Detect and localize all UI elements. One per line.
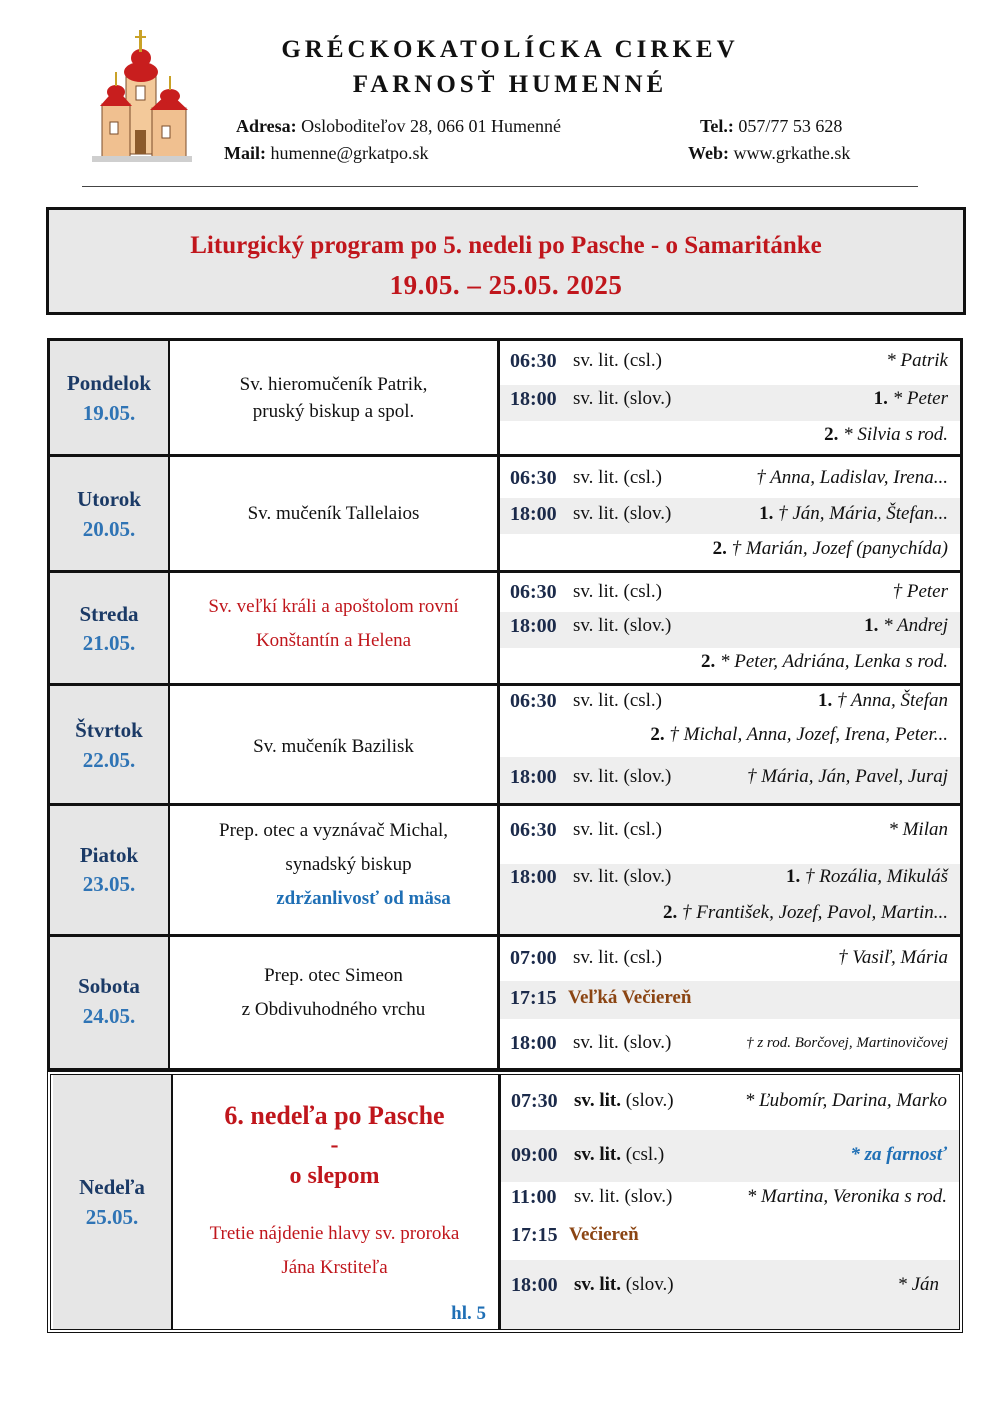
service-desc: sv. lit. (slov.) xyxy=(574,1186,673,1207)
services-cell xyxy=(500,937,960,1068)
fasting-note: zdržanlivosť od mäsa xyxy=(276,888,451,909)
sunday-dash: - xyxy=(330,1132,339,1158)
feast-line: Prep. otec Simeon xyxy=(264,965,403,986)
feast-line: Tretie nájdenie hlavy sv. proroka xyxy=(209,1223,460,1244)
service-line xyxy=(500,421,960,454)
service-desc: Veľká Večiereň xyxy=(568,987,692,1008)
services-cell xyxy=(501,1075,959,1329)
service-desc: sv. lit. (slov.) xyxy=(573,503,672,524)
feast-line: Sv. veľkí králi a apoštolom rovní xyxy=(208,596,459,617)
service-desc: sv. lit. (slov.) xyxy=(573,866,672,887)
day-name: Utorok xyxy=(77,487,141,511)
day-name: Nedeľa xyxy=(79,1175,145,1199)
service-desc-bold: sv. lit. xyxy=(574,1144,621,1165)
schedule-table xyxy=(47,338,963,1333)
service-time: 17:15 xyxy=(511,1224,558,1246)
church-name: GRÉCKOKATOLÍCKA CIRKEV xyxy=(281,36,739,63)
day-row-nedela xyxy=(47,1071,963,1333)
service-time: 09:00 xyxy=(511,1144,558,1166)
service-line xyxy=(500,341,960,385)
feast-cell xyxy=(170,686,500,803)
service-intention: * Milan xyxy=(888,819,948,840)
feast-cell xyxy=(170,341,500,454)
service-line xyxy=(500,981,960,1019)
address-value: Osloboditeľov 28, 066 01 Humenné xyxy=(301,116,561,136)
services-cell xyxy=(500,457,960,570)
service-intention: * Silvia s rod. xyxy=(843,424,948,445)
mail-line xyxy=(224,143,429,164)
tel-line xyxy=(700,116,842,137)
day-date: 23.05. xyxy=(82,872,136,896)
services-cell xyxy=(500,806,960,934)
feast-line: pruský biskup a spol. xyxy=(252,401,415,422)
day-date: 19.05. xyxy=(82,401,136,425)
web-line xyxy=(688,143,850,164)
service-line xyxy=(500,900,960,934)
service-desc: sv. lit. (csl.) xyxy=(573,467,663,488)
service-intention: † Marián, Jozef (panychída) xyxy=(731,538,948,559)
service-time: 06:30 xyxy=(510,819,557,841)
feast-line: Jána Krstiteľa xyxy=(281,1257,388,1278)
service-intention: * za farnosť xyxy=(850,1144,947,1165)
service-line xyxy=(500,612,960,648)
day-date: 22.05. xyxy=(82,748,136,772)
feast-cell xyxy=(171,1075,501,1329)
service-line xyxy=(500,457,960,498)
feast-line: Sv. hieromučeník Patrik, xyxy=(239,374,428,395)
service-intention: † Ján, Mária, Štefan... xyxy=(778,503,948,524)
service-desc: sv. lit. (slov.) xyxy=(573,1032,672,1053)
service-time: 18:00 xyxy=(510,503,557,525)
day-name: Piatok xyxy=(79,843,139,867)
intention-number: 1. xyxy=(873,388,888,409)
day-name: Streda xyxy=(79,602,139,626)
day-cell xyxy=(53,1075,173,1329)
service-line xyxy=(501,1220,959,1260)
services-cell xyxy=(500,573,960,683)
parish-name: FARNOSŤ HUMENNÉ xyxy=(352,71,668,98)
feast-line: Konštantín a Helena xyxy=(255,630,412,651)
day-cell xyxy=(50,937,170,1068)
service-time: 18:00 xyxy=(511,1274,558,1296)
day-row-utorok xyxy=(47,454,963,573)
service-line xyxy=(500,721,960,757)
service-desc: sv. lit. (csl.) xyxy=(573,350,663,371)
intention-number: 2. xyxy=(650,724,665,745)
service-time: 06:30 xyxy=(510,467,557,489)
service-intention: * Peter, Adriána, Lenka s rod. xyxy=(720,651,948,672)
service-time: 06:30 xyxy=(510,690,557,712)
intention-number: 2. xyxy=(663,902,678,923)
day-cell xyxy=(50,806,170,934)
service-time: 17:15 xyxy=(510,987,557,1009)
intention-number: 2. xyxy=(824,424,839,445)
intention-number: 1. xyxy=(759,503,774,524)
service-line xyxy=(500,573,960,612)
day-name: Štvrtok xyxy=(75,718,143,742)
intention-number: 1. xyxy=(817,690,833,711)
feast-cell xyxy=(170,806,500,934)
service-line xyxy=(500,864,960,900)
sunday-subtitle: o slepom xyxy=(289,1163,380,1189)
feast-line: Sv. mučeník Tallelaios xyxy=(247,503,420,524)
service-time: 18:00 xyxy=(510,388,557,410)
service-time: 11:00 xyxy=(511,1186,557,1208)
service-time: 18:00 xyxy=(510,615,557,637)
service-intention: * Patrik xyxy=(886,350,948,371)
service-intention: * Ján xyxy=(897,1274,939,1295)
day-cell xyxy=(50,573,170,683)
service-time: 06:30 xyxy=(510,581,557,603)
service-intention: * Andrej xyxy=(883,615,948,636)
service-desc-bold: sv. lit. xyxy=(574,1090,621,1111)
service-line xyxy=(500,806,960,864)
web-label: Web: xyxy=(688,143,730,163)
church-logo xyxy=(82,22,198,168)
tel-value: 057/77 53 628 xyxy=(738,116,843,136)
feast-line: Sv. mučeník Bazilisk xyxy=(253,736,414,757)
intention-number: 1. xyxy=(864,615,879,636)
service-line xyxy=(500,385,960,421)
feast-line: Prep. otec a vyznávač Michal, xyxy=(219,820,448,841)
address-line xyxy=(236,116,561,137)
service-time: 18:00 xyxy=(510,866,557,888)
service-line xyxy=(501,1130,959,1182)
service-desc: sv. lit. (csl.) xyxy=(573,690,663,711)
tel-label: Tel.: xyxy=(700,116,734,136)
program-title: Liturgický program po 5. nedeli po Pasche - o Samaritánke xyxy=(190,232,822,259)
service-time: 18:00 xyxy=(510,1032,557,1054)
service-desc: (slov.) xyxy=(625,1274,674,1295)
mail-value[interactable]: humenne@grkatpo.sk xyxy=(270,143,429,163)
service-intention: † František, Jozef, Pavol, Martin... xyxy=(682,902,948,923)
service-desc: sv. lit. (slov.) xyxy=(573,766,672,787)
day-name: Sobota xyxy=(78,974,140,998)
feast-line: synadský biskup xyxy=(285,854,412,875)
feast-cell xyxy=(170,457,500,570)
service-time: 07:00 xyxy=(510,947,557,969)
service-desc: sv. lit. (csl.) xyxy=(573,819,663,840)
address-label: Adresa: xyxy=(236,116,297,136)
service-desc: sv. lit. (csl.) xyxy=(573,581,663,602)
service-desc: sv. lit. (slov.) xyxy=(573,388,672,409)
tone-note: hl. 5 xyxy=(451,1303,486,1324)
service-desc: (csl.) xyxy=(625,1144,665,1165)
day-cell xyxy=(50,341,170,454)
service-line xyxy=(501,1182,959,1220)
service-desc: sv. lit. (csl.) xyxy=(573,947,663,968)
service-intention: † Vasiľ, Mária xyxy=(838,947,948,968)
service-intention: * Martina, Veronika s rod. xyxy=(746,1186,947,1207)
service-line xyxy=(501,1075,959,1130)
day-name: Pondelok xyxy=(66,371,152,395)
web-value[interactable]: www.grkathe.sk xyxy=(733,143,851,163)
feast-line: z Obdivuhodného vrchu xyxy=(241,999,426,1020)
program-dates: 19.05. – 25.05. 2025 xyxy=(389,270,623,300)
service-intention: * Peter xyxy=(892,388,948,409)
day-row-piatok xyxy=(47,803,963,937)
service-intention: † Peter xyxy=(892,581,948,602)
mail-label: Mail: xyxy=(224,143,266,163)
intention-number: 2. xyxy=(712,538,727,559)
day-date: 21.05. xyxy=(82,631,136,655)
service-line xyxy=(500,686,960,721)
day-date: 20.05. xyxy=(82,517,136,541)
service-desc-bold: sv. lit. xyxy=(574,1274,621,1295)
services-cell xyxy=(500,686,960,803)
sunday-title: 6. nedeľa po Pasche xyxy=(224,1101,445,1130)
intention-number: 2. xyxy=(701,651,716,672)
service-desc: (slov.) xyxy=(625,1090,674,1111)
service-desc: sv. lit. (slov.) xyxy=(573,615,672,636)
service-line xyxy=(501,1260,959,1329)
feast-cell xyxy=(170,573,500,683)
service-line xyxy=(500,534,960,570)
day-row-streda xyxy=(47,570,963,686)
day-date: 24.05. xyxy=(82,1004,136,1028)
intention-number: 1. xyxy=(785,866,801,887)
service-line xyxy=(500,648,960,683)
services-cell xyxy=(500,341,960,454)
service-intention: * Ľubomír, Darina, Marko xyxy=(744,1090,947,1111)
service-line xyxy=(500,1019,960,1068)
service-desc: Večiereň xyxy=(569,1224,639,1245)
service-time: 06:30 xyxy=(510,350,557,372)
day-row-stvrtok xyxy=(47,683,963,806)
service-time: 07:30 xyxy=(511,1090,558,1112)
feast-cell xyxy=(170,937,500,1068)
day-cell xyxy=(50,457,170,570)
service-intention: † z rod. Borčovej, Martinovičovej xyxy=(746,1035,948,1051)
day-row-sobota xyxy=(47,934,963,1071)
header-divider xyxy=(82,186,918,187)
day-cell xyxy=(50,686,170,803)
service-intention: † Michal, Anna, Jozef, Irena, Peter... xyxy=(669,724,948,745)
service-line xyxy=(500,757,960,803)
day-row-pondelok xyxy=(47,338,963,457)
service-intention: † Rozália, Mikuláš xyxy=(804,866,948,887)
service-time: 18:00 xyxy=(510,766,557,788)
service-line xyxy=(500,937,960,981)
service-line xyxy=(500,498,960,534)
program-title-box xyxy=(46,207,966,315)
service-intention: † Anna, Ladislav, Irena... xyxy=(756,467,948,488)
service-intention: † Anna, Štefan xyxy=(836,690,948,711)
service-intention: † Mária, Ján, Pavel, Juraj xyxy=(746,766,948,787)
day-date: 25.05. xyxy=(85,1205,139,1229)
